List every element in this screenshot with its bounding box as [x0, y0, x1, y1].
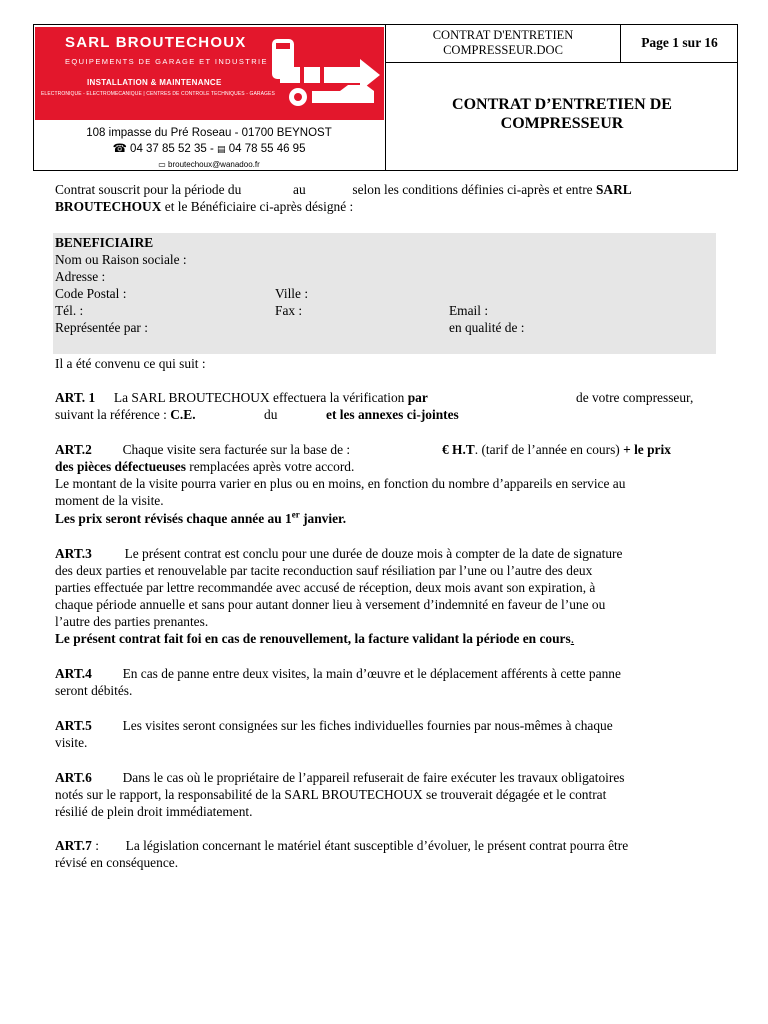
intro-period-label: Contrat souscrit pour la période du [55, 182, 242, 197]
art1-label: ART. 1 [55, 390, 96, 405]
beneficiary-quality-label: en qualité de : [449, 320, 525, 335]
art2-parts-bold: des pièces défectueuses [55, 459, 186, 474]
art2-eur-ht: € H.T [442, 442, 475, 457]
art7-line-2: révisé en conséquence. [55, 855, 179, 870]
art7-label: ART.7 [55, 838, 92, 853]
art1-text-a: La SARL BROUTECHOUX effectuera la vérification [113, 390, 405, 405]
art2-line-5 [55, 511, 346, 528]
art2-line-2 [55, 459, 354, 476]
document-title-line-1: CONTRAT D’ENTRETIEN DE [452, 96, 672, 113]
art4-line-1 [55, 666, 621, 683]
art3-line-4: chaque période annuelle et sans pour autant donner lieu à versement d’indemnité en faveur de l’une ou [55, 597, 606, 612]
intro-line-2 [55, 199, 353, 216]
company-phone: 04 37 85 52 35 - [130, 143, 218, 155]
art3-line-6 [55, 631, 574, 648]
art5-label: ART.5 [55, 718, 92, 733]
company-cell [34, 25, 386, 170]
beneficiary-city-label: Ville : [275, 286, 309, 301]
company-email: broutechoux@wanadoo.fr [168, 160, 260, 169]
intro-to-label: au [293, 182, 306, 197]
art1-annexes [326, 407, 459, 424]
art7-line-1 [55, 838, 628, 855]
art7-colon: : [91, 838, 99, 853]
company-fax: 04 78 55 46 95 [228, 143, 306, 155]
intro-beneficiary-text: et le Bénéficiaire ci-après désigné : [164, 199, 354, 214]
document-title [386, 63, 738, 170]
art2-text-b: . (tarif de l’année en cours) [474, 442, 620, 457]
company-name: SARL BROUTECHOUX [65, 34, 247, 51]
art1-ce: C.E. [170, 407, 196, 422]
art3-line-1 [55, 546, 622, 563]
art2-price-bold: + le prix [623, 442, 671, 457]
art5-line-2: visite. [55, 735, 88, 750]
intro-company-part-1: SARL [595, 182, 632, 197]
art2-revision-end: janvier. [303, 511, 347, 526]
mail-icon: ▭ [158, 160, 166, 169]
art1-text-b: de votre compresseur, [576, 390, 694, 405]
art2-line-4: moment de la visite. [55, 493, 164, 508]
beneficiary-fax-label: Fax : [275, 303, 303, 318]
beneficiary-tel-label: Tél. : [55, 303, 84, 318]
art3-renewal-bold: Le présent contrat fait foi en cas de renouvellement, la facture validant la période en cours [55, 631, 571, 646]
art4-text-1: En cas de panne entre deux visites, la main d’œuvre et le déplacement afférents à cette panne [122, 666, 621, 681]
art4-line-2: seront débités. [55, 683, 133, 698]
art3-line-5: l’autre des parties prenantes. [55, 614, 209, 629]
page-number: Page 1 sur 16 [621, 25, 738, 63]
art2-line-1 [55, 442, 350, 459]
art2-revision-text: Les prix seront révisés chaque année au 1 [55, 511, 292, 526]
company-sectors: ELECTRONIQUE - ELECTROMECANIQUE | CENTRES DE CONTROLE TECHNIQUES - GARAGES [41, 91, 275, 97]
art4-label: ART.4 [55, 666, 92, 681]
intro-line-1 [55, 182, 632, 199]
art2-label: ART.2 [55, 442, 92, 457]
document-name-cell [386, 25, 621, 63]
art1-line-1 [55, 390, 428, 407]
beneficiary-postal-label: Code Postal : [55, 286, 127, 301]
art2-parts-text: remplacées après votre accord. [189, 459, 355, 474]
header-table [33, 24, 738, 171]
art5-text-1: Les visites seront consignées sur les fiches individuelles fournies par nous-mêmes à chaque [122, 718, 613, 733]
art2-text-a: Chaque visite sera facturée sur la base de : [122, 442, 351, 457]
art1-annexes-text: et les annexes ci-jointes [326, 407, 459, 422]
art6-line-2: notés sur le rapport, la responsabilité de la SARL BROUTECHOUX se trouverait dégagée et le contrat [55, 787, 607, 802]
art6-label: ART.6 [55, 770, 92, 785]
art3-line-2: des deux parties et renouvelable par tacite reconduction sauf résiliation par l’une ou l’autre des deux [55, 563, 593, 578]
art2-revision-sup: er [291, 509, 300, 520]
art3-line-3: parties effectuée par lettre recommandée avec accusé de réception, deux mois avant son expiration, à [55, 580, 596, 595]
art2-line-1-right [442, 442, 671, 459]
company-subtitle: EQUIPEMENTS DE GARAGE ET INDUSTRIE [65, 57, 268, 66]
document-name-line-2: COMPRESSEUR.DOC [443, 43, 563, 57]
phone-icon: ☎ [112, 143, 127, 155]
art6-line-1 [55, 770, 625, 787]
art1-line-2 [55, 407, 196, 424]
art6-text-1: Dans le cas où le propriétaire de l’appareil refuserait de faire exécuter les travaux obligatoires [122, 770, 625, 785]
intro-conditions: selon les conditions définies ci-après et entre [352, 182, 593, 197]
beneficiary-address-label: Adresse : [55, 269, 106, 284]
beneficiary-title-text: BENEFICIAIRE [55, 235, 154, 250]
beneficiary-title [55, 235, 153, 252]
intro-company-part-2: BROUTECHOUX [55, 199, 162, 214]
art2-line-3: Le montant de la visite pourra varier en plus ou en moins, en fonction du nombre d’appareils en service au [55, 476, 626, 491]
company-installation: INSTALLATION & MAINTENANCE [87, 78, 222, 87]
fax-icon: ▤ [217, 144, 226, 154]
art3-text-1: Le présent contrat est conclu pour une durée de douze mois à compter de la date de signature [124, 546, 623, 561]
company-address: 108 impasse du Pré Roseau - 01700 BEYNOST [86, 127, 332, 139]
art3-renewal-end: . [570, 631, 575, 646]
art7-text-1: La législation concernant le matériel étant susceptible d’évoluer, le présent contrat pourra être [125, 838, 629, 853]
company-email-line [34, 157, 384, 174]
document-name-line-1: CONTRAT D'ENTRETIEN [432, 28, 574, 42]
art1-text-du: du [264, 407, 278, 422]
agreed-text: Il a été convenu ce qui suit : [55, 356, 206, 371]
art1-text-par: par [407, 390, 428, 405]
beneficiary-name-label: Nom ou Raison sociale : [55, 252, 187, 267]
company-logo [35, 27, 384, 120]
art6-line-3: résilié de plein droit immédiatement. [55, 804, 253, 819]
document-title-line-2: COMPRESSEUR [500, 115, 624, 132]
beneficiary-email-label: Email : [449, 303, 489, 318]
art5-line-1 [55, 718, 613, 735]
art1-text-c: suivant la référence : [55, 407, 167, 422]
pipe-logo-icon [260, 33, 382, 111]
company-phone-line [34, 141, 384, 158]
art3-label: ART.3 [55, 546, 92, 561]
beneficiary-rep-label: Représentée par : [55, 320, 148, 335]
